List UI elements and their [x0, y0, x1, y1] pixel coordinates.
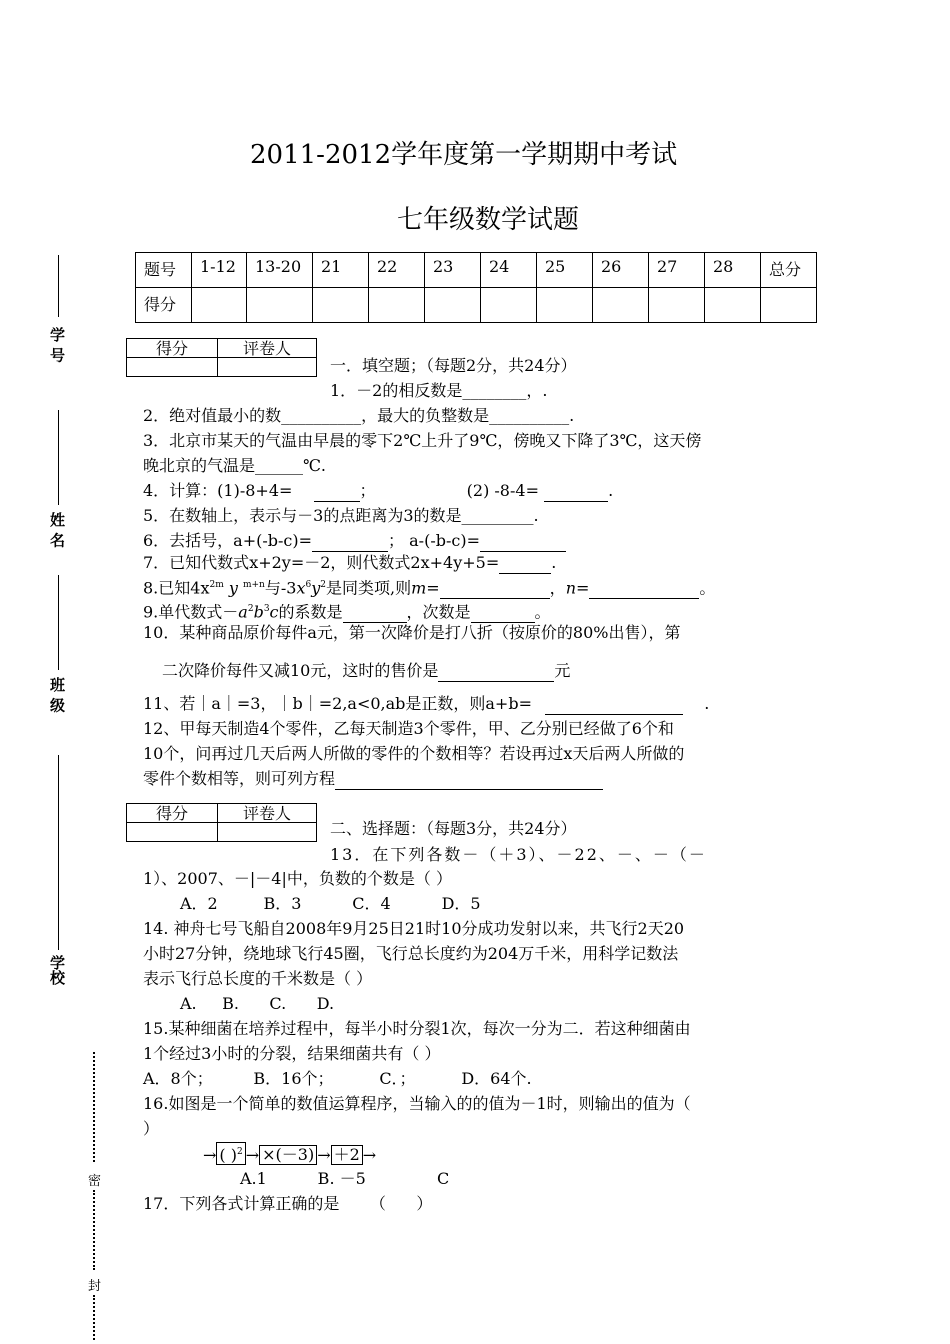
- grader-name-label: 评卷人: [218, 804, 317, 823]
- question-10-unit: 元: [554, 661, 571, 680]
- score-cell[interactable]: [705, 288, 761, 323]
- exam-title: 2011-2012学年度第一学期期中考试: [250, 140, 678, 170]
- answer-blank[interactable]: [544, 483, 608, 502]
- arrow-icon: →: [245, 1145, 260, 1165]
- question-12-line3: [143, 768, 603, 790]
- question-1: 1．－2的相反数是________，.: [330, 381, 548, 400]
- sidebar-line: [58, 410, 59, 505]
- score-cell[interactable]: [192, 288, 247, 323]
- question-9: 9.单代数式$-a^2b^3c$的系数是 ，次数是 。: [143, 602, 551, 622]
- question-13-line1: 13．在下列各数－（＋3）、－22、－、－（－: [330, 845, 707, 864]
- seal-dotted-line: [93, 1052, 95, 1162]
- question-8-start: 8.已知4x: [143, 578, 210, 598]
- score-cell[interactable]: [425, 288, 481, 323]
- question-3-line2: 晚北京的气温是______℃.: [143, 456, 326, 475]
- table-cell: 21: [313, 253, 369, 288]
- answer-blank[interactable]: [314, 483, 360, 502]
- question-8: 8.已知$4x^{2m}$ y $^{m+n}$与$-3x^6y^2$是同类项,则m= ，n= 。: [143, 578, 716, 598]
- question-13-options: A．2 B．3 C．4 D．5: [180, 894, 481, 913]
- score-cell[interactable]: [313, 288, 369, 323]
- score-cell[interactable]: [593, 288, 649, 323]
- grader-score-label: 得分: [127, 339, 218, 358]
- question-17: 17．下列各式计算正确的是 （ ）: [143, 1194, 433, 1213]
- sidebar-label-xuexiao: 学校: [48, 955, 66, 985]
- grader-name-cell[interactable]: [218, 823, 317, 842]
- seal-dotted-line: [93, 1190, 95, 1270]
- question-4: [143, 480, 613, 502]
- answer-blank[interactable]: [440, 580, 550, 599]
- section2-heading: 二、选择题：（每题3分，共24分）: [330, 819, 577, 838]
- question-7-part1: 7．已知代数式: [143, 553, 250, 572]
- question-15-line1: 15.某种细菌在培养过程中，每半小时分裂1次，每次一分为二．若这种细菌由: [143, 1019, 691, 1038]
- table-cell: 13-20: [247, 253, 313, 288]
- question-15-options: A．8个； B．16个； C．； D．64个.: [143, 1069, 532, 1088]
- answer-blank[interactable]: [499, 555, 551, 574]
- question-7-end: .: [551, 553, 557, 572]
- question-12-line1: 12、甲每天制造4个零件，乙每天制造3个零件，甲、乙分别已经做了6个和: [143, 719, 674, 738]
- table-cell: 24: [481, 253, 537, 288]
- table-cell: 25: [537, 253, 593, 288]
- question-13-line2: 1）、2007、－|－4|中，负数的个数是（ ）: [143, 869, 452, 888]
- sidebar-label-xingming: 姓 名: [48, 512, 66, 548]
- question-7-part2: x+2y=－2，则代数式2x+4y+5=: [249, 553, 500, 572]
- score-cell[interactable]: [247, 288, 313, 323]
- question-2: 2．绝对值最小的数__________，最大的负整数是__________.: [143, 406, 575, 425]
- question-16-options: A.1 B. －5 C: [240, 1169, 450, 1188]
- table-cell: 27: [649, 253, 705, 288]
- sidebar-label-xuehao: 学 号: [48, 327, 66, 363]
- question-3-line1: 3．北京市某天的气温由早晨的零下2℃上升了9℃，傍晚又下降了3℃，这天傍: [143, 431, 702, 450]
- question-7: [143, 552, 556, 574]
- question-6: [143, 530, 566, 552]
- grader-name-label: 评卷人: [218, 339, 317, 358]
- sidebar-line: [58, 755, 59, 950]
- question-4-part2: (2) -8-4=: [466, 481, 539, 500]
- question-4-sep: ；: [359, 481, 376, 500]
- grader-score-cell[interactable]: [127, 358, 218, 377]
- seal-label-mi: 密: [88, 1174, 102, 1189]
- question-14-line2: 小时27分钟，绕地球飞行45圈，飞行总长度约为204万千米，用科学记数法: [143, 944, 679, 963]
- table-cell: 题号: [136, 253, 192, 288]
- flow-box-square: ( )$^2$: [216, 1142, 245, 1165]
- question-11-end: .: [704, 694, 710, 713]
- score-cell[interactable]: [537, 288, 593, 323]
- table-cell: 总分: [761, 253, 817, 288]
- table-cell: 28: [705, 253, 761, 288]
- table-cell: 23: [425, 253, 481, 288]
- score-cell[interactable]: [369, 288, 425, 323]
- answer-blank[interactable]: [335, 771, 603, 790]
- question-9-start: 9.单代数式－: [143, 602, 239, 622]
- flow-box-multiply: ×(－3): [259, 1145, 317, 1165]
- question-4-part1: 4．计算：(1)-8+4=: [143, 481, 293, 500]
- question-14-line3: 表示飞行总长度的千米数是（ ）: [143, 969, 373, 988]
- question-15-line2: 1个经过3小时的分裂，结果细菌共有（ ）: [143, 1044, 441, 1063]
- question-6-part1: 6．去括号，a+(-b-c)=: [143, 531, 313, 550]
- score-table-score-row: [136, 288, 817, 323]
- sidebar-line: [58, 575, 59, 670]
- table-cell: 26: [593, 253, 649, 288]
- question-14-options: A. B. C. D.: [180, 994, 335, 1013]
- section1-heading: 一．填空题；（每题2分，共24分）: [330, 356, 577, 375]
- exam-subtitle: 七年级数学试题: [397, 205, 580, 235]
- grader-score-label: 得分: [127, 804, 218, 823]
- arrow-icon: →: [203, 1145, 217, 1165]
- score-table: [135, 252, 817, 323]
- sidebar-label-banji: 班 级: [48, 677, 66, 713]
- question-12-line2: 10个，问再过几天后两人所做的零件的个数相等？若设再过x天后两人所做的: [143, 744, 685, 763]
- score-cell[interactable]: [761, 288, 817, 323]
- arrow-icon: →: [362, 1145, 377, 1165]
- grader-box: [126, 803, 317, 842]
- answer-blank[interactable]: [312, 533, 388, 552]
- sidebar-line: [58, 255, 59, 317]
- question-11: [143, 693, 709, 715]
- score-cell[interactable]: [649, 288, 705, 323]
- question-12-text: 零件个数相等，则可列方程: [143, 769, 336, 788]
- question-6-part2: ； a-(-b-c)=: [388, 531, 480, 550]
- flow-box-add: ＋2: [331, 1145, 363, 1165]
- question-5: 5．在数轴上，表示与－3的点距离为3的数是_________.: [143, 506, 539, 525]
- answer-blank[interactable]: [471, 604, 535, 623]
- question-14-line1: 14. 神舟七号飞船自2008年9月25日21时10分成功发射以来，共飞行2天20: [143, 919, 685, 938]
- question-11-text: 11、若｜a｜=3，｜b｜=2,a<0,ab是正数，则a+b=: [143, 694, 532, 713]
- seal-dotted-line: [93, 1295, 95, 1340]
- score-cell[interactable]: [481, 288, 537, 323]
- score-table-header-row: [136, 253, 817, 288]
- table-cell: 1-12: [192, 253, 247, 288]
- question-10-line1: 10．某种商品原价每件a元，第一次降价是打八折（按原价的80%出售），第: [143, 623, 681, 642]
- question-16-line2: ）: [143, 1119, 160, 1138]
- answer-blank[interactable]: [589, 580, 699, 599]
- grader-box: [126, 338, 317, 377]
- question-16-line1: 16.如图是一个简单的数值运算程序，当输入的的值为－1时，则输出的值为（: [143, 1094, 691, 1113]
- flow-diagram: [203, 1142, 376, 1166]
- table-cell: 得分: [136, 288, 192, 323]
- answer-blank[interactable]: [438, 663, 554, 682]
- grader-score-cell[interactable]: [127, 823, 218, 842]
- table-cell: 22: [369, 253, 425, 288]
- question-10-text: 二次降价每件又减10元，这时的售价是: [162, 661, 439, 680]
- question-10-line2: [162, 660, 570, 682]
- flow-box-square-label: ( ): [219, 1145, 237, 1165]
- grader-name-cell[interactable]: [218, 358, 317, 377]
- answer-blank[interactable]: [545, 696, 683, 715]
- answer-blank[interactable]: [343, 604, 407, 623]
- answer-blank[interactable]: [480, 533, 566, 552]
- question-4-end: .: [608, 481, 614, 500]
- arrow-icon: →: [317, 1145, 331, 1165]
- seal-label-feng: 封: [88, 1279, 102, 1294]
